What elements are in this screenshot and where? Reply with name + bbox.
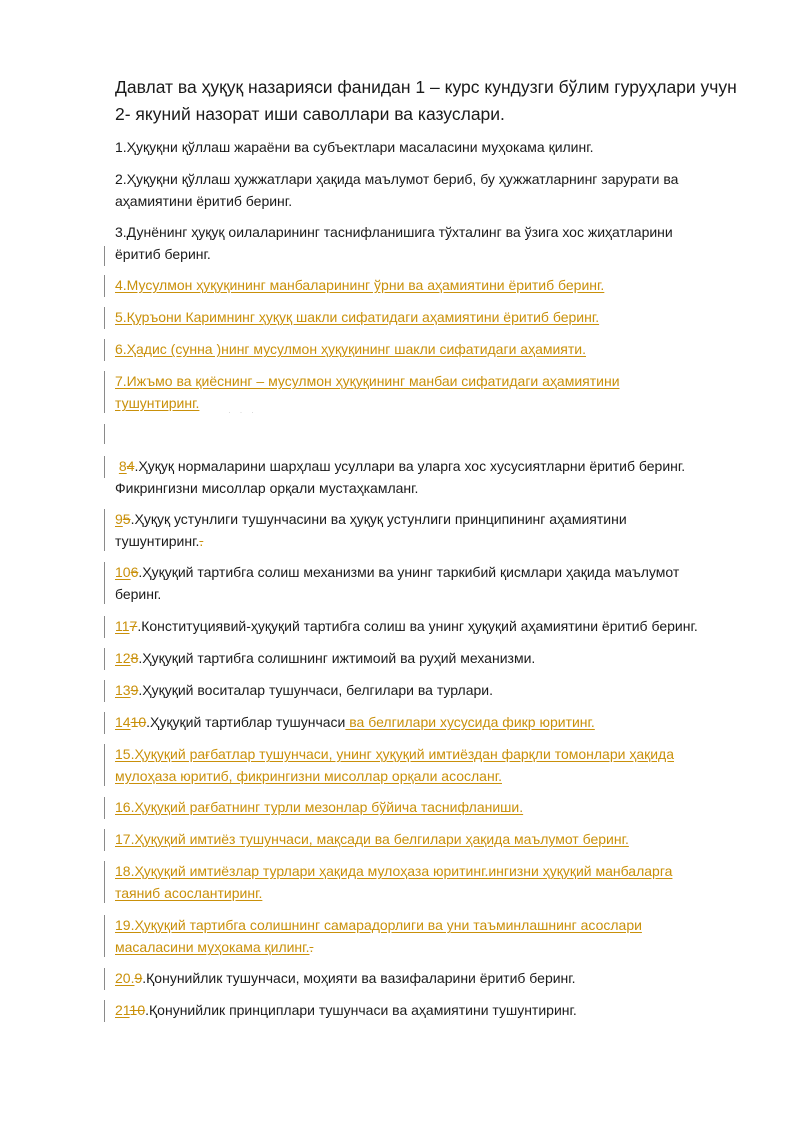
change-bar	[104, 1000, 105, 1022]
change-bar	[104, 371, 105, 413]
question-6: 6.Ҳадис (сунна )нинг мусулмон ҳуқуқининг шакли сифатидаги аҳамияти.	[115, 341, 587, 357]
change-bar	[104, 424, 105, 444]
change-bar	[104, 861, 105, 903]
change-bar	[104, 744, 105, 786]
question-12: 128.Ҳуқуқий тартибга солишнинг ижтимоий ва руҳий механизми.	[115, 650, 536, 666]
change-bar	[104, 797, 105, 819]
question-3: 3.Дунёнинг ҳуқуқ оилаларининг таснифланишига тўхталинг ва ўзига хос жиҳатларини ёритиб беринг.	[115, 224, 673, 262]
question-19: 19.Ҳуқуқий тартибга солишнинг самарадорлиги ва уни таъминлашнинг асослари масаласини муҳокама қилинг..	[115, 917, 642, 955]
change-bar	[104, 680, 105, 702]
question-20: 20.9.Қонунийлик тушунчаси, моҳияти ва вазифаларини ёритиб беринг.	[115, 970, 576, 986]
change-bar	[104, 648, 105, 670]
change-bar	[104, 829, 105, 851]
question-13: 139.Ҳуқуқий воситалар тушунчаси, белгилари ва турлари.	[115, 682, 494, 698]
faint-marks: · · ·	[228, 407, 257, 417]
change-bar	[104, 915, 105, 957]
change-bar	[104, 339, 105, 361]
document-title	[115, 74, 755, 128]
title-line-1: Давлат ва ҳуқуқ назарияси фанидан 1 – курс кундузги бўлим гуруҳлари учун	[115, 77, 737, 97]
question-7: 7.Ижъмо ва қиёснинг – мусулмон ҳуқуқининг манбаи сифатидаги аҳамиятини тушунтиринг.	[115, 373, 620, 411]
question-21: 2110.Қонунийлик принциплари тушунчаси ва аҳамиятини тушунтиринг.	[115, 1002, 577, 1018]
question-5: 5.Қуръони Каримнинг ҳуқуқ шакли сифатидаги аҳамиятини ёритиб беринг.	[115, 309, 600, 325]
question-16: 16.Ҳуқуқий рағбатнинг турли мезонлар бўйича таснифланиши.	[115, 799, 524, 815]
change-bar	[104, 246, 105, 266]
question-9: 95.Ҳуқуқ устунлиги тушунчасини ва ҳуқуқ устунлиги принципининг аҳамиятини тушунтиринг..	[115, 511, 627, 549]
change-bar	[104, 307, 105, 329]
change-bar	[104, 616, 105, 638]
question-1: 1.Ҳуқуқни қўллаш жараёни ва субъектлари масаласини муҳокама қилинг.	[115, 139, 594, 155]
question-10: 106.Ҳуқуқий тартибга солиш механизми ва унинг таркибий қисмлари ҳақида маълумот беринг.	[115, 564, 680, 602]
question-15: 15.Ҳуқуқий рағбатлар тушунчаси, унинг ҳуқуқий имтиёздан фарқли томонлари ҳақида мулоҳаза юритиб, фикрингизни мисоллар орқали асосланг.	[115, 746, 675, 784]
question-2: 2.Ҳуқуқни қўллаш ҳужжатлари ҳақида маълумот бериб, бу ҳужжатларнинг зарурати ва аҳамиятини ёритиб беринг.	[115, 171, 679, 209]
change-bar	[104, 968, 105, 990]
title-line-2: 2- якуний назорат иши саволлари ва казуслари.	[115, 104, 505, 124]
change-bar	[104, 712, 105, 734]
question-17: 17.Ҳуқуқий имтиёз тушунчаси, мақсади ва белгилари ҳақида маълумот беринг.	[115, 831, 629, 847]
change-bar	[104, 456, 105, 478]
change-bar	[104, 275, 105, 297]
change-bar	[104, 509, 105, 551]
question-14: 1410.Ҳуқуқий тартиблар тушунчаси ва белгилари хусусида фикр юритинг.	[115, 714, 595, 730]
question-4: 4.Мусулмон ҳуқуқининг манбаларининг ўрни ва аҳамиятини ёритиб беринг.	[115, 277, 605, 293]
change-bar	[104, 562, 105, 604]
question-18: 18.Ҳуқуқий имтиёзлар турлари ҳақида мулоҳаза юритинг.ингизни ҳуқуқий манбаларга таяниб асослантиринг.	[115, 863, 673, 901]
question-11: 117.Конституциявий-ҳуқуқий тартибга солиш ва унинг ҳуқуқий аҳамиятини ёритиб беринг.	[115, 618, 698, 634]
question-8: 84.Ҳуқуқ нормаларини шарҳлаш усуллари ва уларга хос хусусиятларни ёритиб беринг. Фикрингизни мисоллар орқали мустаҳкамланг.	[115, 458, 686, 496]
